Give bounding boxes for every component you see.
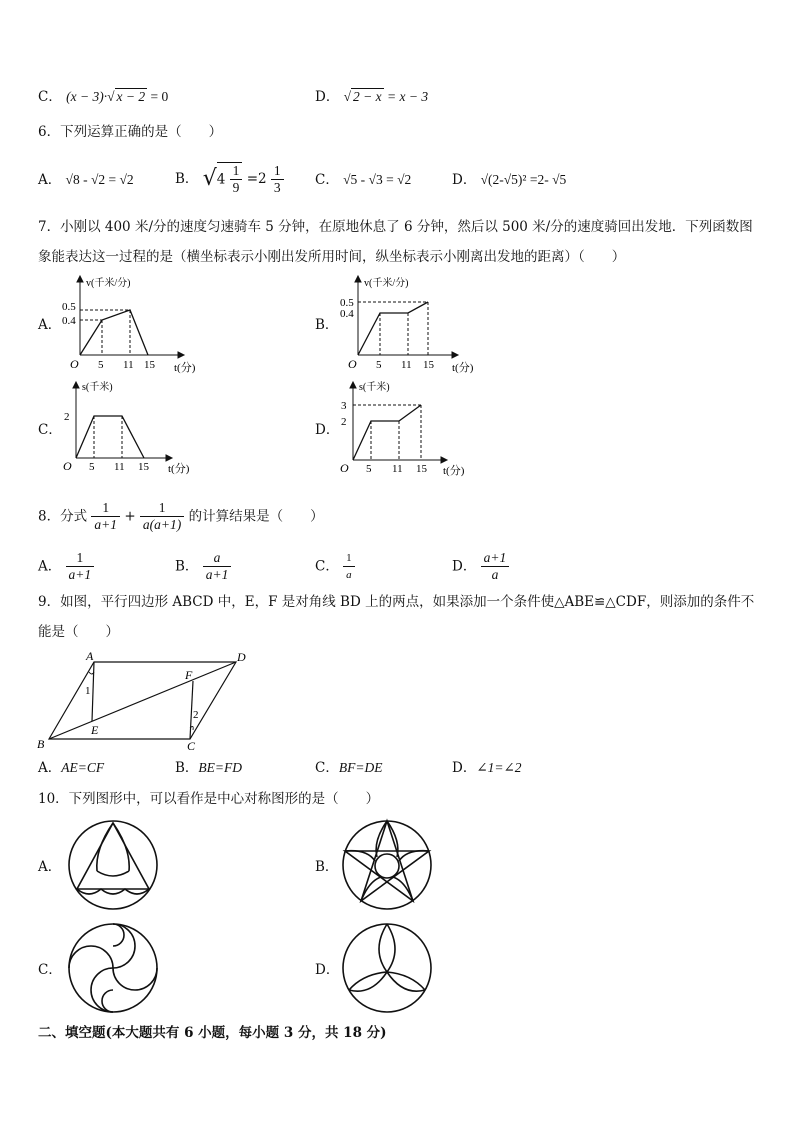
q10-option-d-label[interactable]: D． <box>315 962 340 978</box>
svg-text:C: C <box>187 739 196 753</box>
svg-text:s(千米): s(千米) <box>82 382 113 393</box>
q5-option-c[interactable]: C． (x − 3)·√ x − 2 = 0 <box>38 89 169 105</box>
svg-text:D: D <box>237 650 246 664</box>
svg-text:O: O <box>70 357 79 371</box>
q6-option-b[interactable]: B． √4 $\frac{1}{9}$ =2 $\frac{1}{3}$ <box>175 162 284 196</box>
q6-option-a[interactable]: A． √8 - √2 = √2 <box>38 172 134 188</box>
svg-text:5: 5 <box>376 359 382 371</box>
svg-text:15: 15 <box>138 461 149 473</box>
svg-text:15: 15 <box>144 359 155 371</box>
q9-option-a[interactable]: A．AE=CF <box>38 760 105 776</box>
svg-text:5: 5 <box>98 359 104 371</box>
svg-text:B: B <box>37 737 45 751</box>
q8-stem: 8．分式 $\frac{1}{a+1}$ + $\frac{1}{a(a+1)}$ 的计算结果是（ ） <box>38 500 324 532</box>
q10-option-b-label[interactable]: B． <box>315 859 339 875</box>
svg-text:15: 15 <box>423 359 434 371</box>
q10-figure-a <box>67 819 159 911</box>
q6-stem: 6．下列运算正确的是（ ） <box>38 124 223 140</box>
q10-figure-b <box>341 819 433 911</box>
svg-text:v(千米/分): v(千米/分) <box>364 278 409 289</box>
q9-option-c[interactable]: C．BF=DE <box>315 760 383 776</box>
q7-option-b-label[interactable]: B． <box>315 317 339 333</box>
q10-figure-c <box>67 922 159 1014</box>
svg-text:O: O <box>63 459 72 473</box>
svg-text:0.5: 0.5 <box>340 297 354 309</box>
q5-option-c-expr: (x − 3)·√ x − 2 = 0 <box>66 89 169 104</box>
q8-option-d[interactable]: D． $\frac{a+1}{a}$ <box>452 546 509 587</box>
svg-text:5: 5 <box>366 463 372 475</box>
svg-text:O: O <box>340 461 349 475</box>
q6-option-d[interactable]: D． √(2-√5)² =2- √5 <box>452 172 567 188</box>
svg-text:0.4: 0.4 <box>340 308 354 320</box>
q8-option-b[interactable]: B． $\frac{a}{a+1}$ <box>175 546 231 587</box>
q8-option-c[interactable]: C． $\frac{1}{a}$ <box>315 546 355 587</box>
svg-text:15: 15 <box>416 463 427 475</box>
q7-graph-a <box>60 272 210 377</box>
q8-term2: $\frac{1}{a(a+1)}$ <box>140 500 184 533</box>
svg-text:11: 11 <box>123 359 134 371</box>
q10-option-c-label[interactable]: C． <box>38 962 62 978</box>
q5-option-d-expr: √ 2 − x = x − 3 <box>343 89 429 104</box>
svg-text:O: O <box>348 357 357 371</box>
section2-heading: 二、填空题(本大题共有 6 小题，每小题 3 分，共 18 分) <box>38 1025 387 1041</box>
q7-option-c-label[interactable]: C． <box>38 422 62 438</box>
svg-text:0.5: 0.5 <box>62 301 76 313</box>
q9-stem-line1: 9．如图，平行四边形 ABCD 中，E，F 是对角线 BD 上的两点，如果添加一个条件使△ABE≌△CDF，则添加的条件不 <box>38 594 755 610</box>
svg-text:2: 2 <box>64 411 70 423</box>
svg-text:0.4: 0.4 <box>62 315 76 327</box>
svg-text:t(分): t(分) <box>452 362 474 374</box>
q9-parallelogram-figure <box>34 648 254 752</box>
svg-text:11: 11 <box>401 359 412 371</box>
svg-text:2: 2 <box>341 416 347 428</box>
svg-text:5: 5 <box>89 461 95 473</box>
svg-text:t(分): t(分) <box>168 463 190 475</box>
q7-option-d-label[interactable]: D． <box>315 422 340 438</box>
q10-option-a-label[interactable]: A． <box>38 859 62 875</box>
svg-text:2: 2 <box>193 709 199 721</box>
q7-stem-line1: 7．小刚以 400 米/分的速度匀速骑车 5 分钟，在原地休息了 6 分钟，然后以 500 米/分的速度骑回出发地．下列函数图 <box>38 219 753 235</box>
q7-graph-d <box>337 378 497 478</box>
q8-term1: $\frac{1}{a+1}$ <box>91 500 120 533</box>
q6-option-c[interactable]: C． √5 - √3 = √2 <box>315 172 412 188</box>
q5-option-d[interactable]: D． √ 2 − x = x − 3 <box>315 89 429 105</box>
svg-text:s(千米): s(千米) <box>359 382 390 393</box>
svg-text:1: 1 <box>85 685 91 697</box>
svg-text:11: 11 <box>114 461 125 473</box>
q7-stem-line2: 象能表达这一过程的是（横坐标表示小刚出发所用时间，纵坐标表示小刚离出发地的距离）（ ） <box>38 249 626 265</box>
svg-text:t(分): t(分) <box>174 362 196 374</box>
q7-graph-b <box>338 272 498 377</box>
svg-text:F: F <box>185 668 193 682</box>
q8-option-a[interactable]: A． $\frac{1}{a+1}$ <box>38 546 94 587</box>
q10-stem: 10．下列图形中，可以看作是中心对称图形的是（ ） <box>38 791 380 807</box>
q9-stem-line2: 能是（ ） <box>38 624 119 640</box>
q7-option-a-label[interactable]: A． <box>38 317 62 333</box>
svg-text:11: 11 <box>392 463 403 475</box>
svg-text:A: A <box>86 649 94 663</box>
svg-text:E: E <box>91 723 99 737</box>
svg-text:v(千米/分): v(千米/分) <box>86 278 131 289</box>
q10-figure-d <box>341 922 433 1014</box>
q9-option-b[interactable]: B．BE=FD <box>175 760 243 776</box>
q7-graph-c <box>60 378 220 478</box>
svg-text:t(分): t(分) <box>443 465 465 477</box>
svg-text:3: 3 <box>341 400 347 412</box>
q9-option-d[interactable]: D．∠1=∠2 <box>452 760 522 776</box>
